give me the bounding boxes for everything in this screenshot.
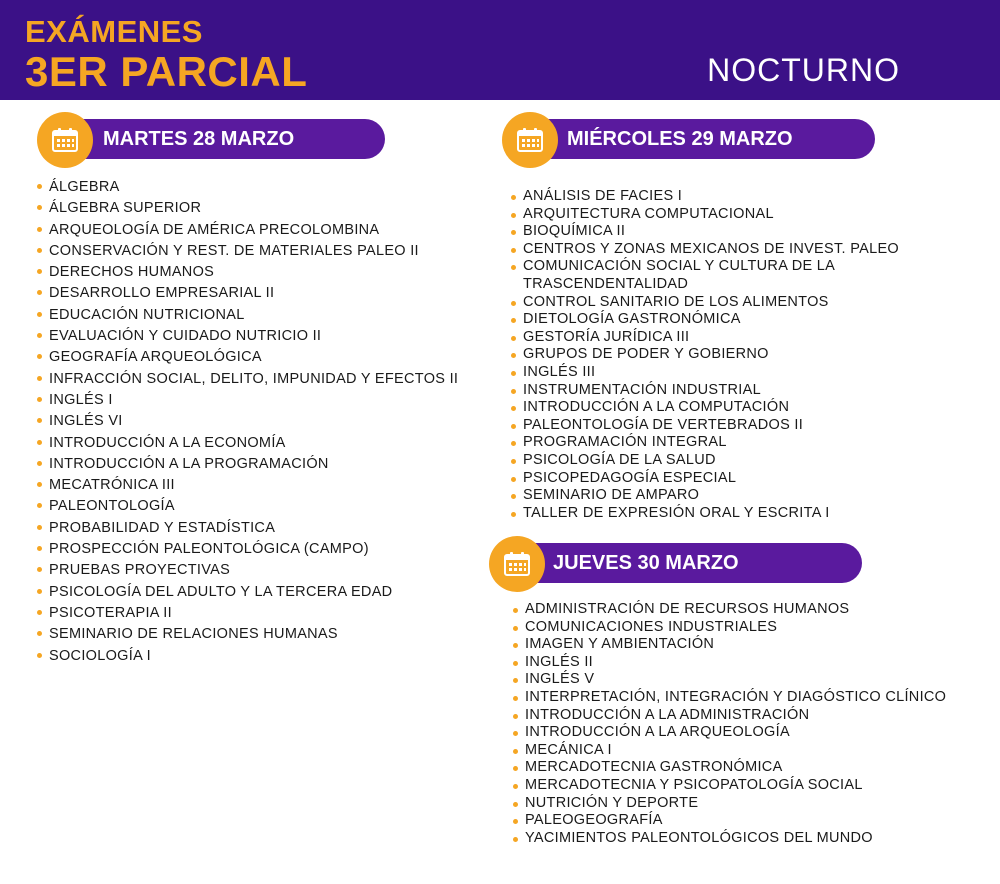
list-item: NUTRICIÓN Y DEPORTE bbox=[513, 795, 946, 813]
list-item: PROGRAMACIÓN INTEGRAL bbox=[511, 434, 903, 452]
list-item: INTRODUCCIÓN A LA COMPUTACIÓN bbox=[511, 399, 903, 417]
list-item: PSICOLOGÍA DE LA SALUD bbox=[511, 452, 903, 470]
list-item: PROSPECCIÓN PALEONTOLÓGICA (CAMPO) bbox=[37, 539, 458, 560]
list-item: MERCADOTECNIA Y PSICOPATOLOGÍA SOCIAL bbox=[513, 777, 946, 795]
list-item: PALEONTOLOGÍA bbox=[37, 496, 458, 517]
list-item: PSICOPEDAGOGÍA ESPECIAL bbox=[511, 470, 903, 488]
list-item: BIOQUÍMICA II bbox=[511, 223, 903, 241]
list-item: PALEOGEOGRAFÍA bbox=[513, 812, 946, 830]
list-item: GRUPOS DE PODER Y GOBIERNO bbox=[511, 346, 903, 364]
list-item: CONTROL SANITARIO DE LOS ALIMENTOS bbox=[511, 294, 903, 312]
list-item: ÁLGEBRA bbox=[37, 177, 458, 198]
list-item: CENTROS Y ZONAS MEXICANOS DE INVEST. PALEO bbox=[511, 241, 903, 259]
list-item: SEMINARIO DE AMPARO bbox=[511, 487, 903, 505]
calendar-icon bbox=[489, 536, 545, 592]
list-item: INFRACCIÓN SOCIAL, DELITO, IMPUNIDAD Y EFECTOS II bbox=[37, 369, 458, 390]
list-item: CONSERVACIÓN Y REST. DE MATERIALES PALEO II bbox=[37, 241, 458, 262]
list-item: ANÁLISIS DE FACIES I bbox=[511, 188, 903, 206]
header-banner bbox=[0, 0, 1000, 100]
list-item: DERECHOS HUMANOS bbox=[37, 262, 458, 283]
list-item: GEOGRAFÍA ARQUEOLÓGICA bbox=[37, 347, 458, 368]
list-item: INGLÉS VI bbox=[37, 411, 458, 432]
list-item: COMUNICACIÓN SOCIAL Y CULTURA DE LA TRASCENDENTALIDAD bbox=[511, 258, 903, 293]
list-item: IMAGEN Y AMBIENTACIÓN bbox=[513, 636, 946, 654]
calendar-icon bbox=[502, 112, 558, 168]
list-item: PSICOLOGÍA DEL ADULTO Y LA TERCERA EDAD bbox=[37, 582, 458, 603]
day-header-tuesday: MARTES 28 MARZO bbox=[70, 119, 385, 159]
list-item: INTRODUCCIÓN A LA ADMINISTRACIÓN bbox=[513, 707, 946, 725]
list-item: INTRODUCCIÓN A LA ECONOMÍA bbox=[37, 433, 458, 454]
list-item: PSICOTERAPIA II bbox=[37, 603, 458, 624]
list-item: TALLER DE EXPRESIÓN ORAL Y ESCRITA I bbox=[511, 505, 903, 523]
day-header-thursday: JUEVES 30 MARZO bbox=[522, 543, 862, 583]
list-item: INTERPRETACIÓN, INTEGRACIÓN Y DIAGÓSTICO CLÍNICO bbox=[513, 689, 946, 707]
list-item: ARQUITECTURA COMPUTACIONAL bbox=[511, 206, 903, 224]
subject-list-tuesday bbox=[37, 177, 458, 667]
list-item: EDUCACIÓN NUTRICIONAL bbox=[37, 305, 458, 326]
calendar-icon bbox=[37, 112, 93, 168]
list-item: SEMINARIO DE RELACIONES HUMANAS bbox=[37, 624, 458, 645]
subject-list-thursday bbox=[513, 601, 946, 847]
list-item: MECÁNICA I bbox=[513, 742, 946, 760]
list-item: GESTORÍA JURÍDICA III bbox=[511, 329, 903, 347]
list-item: ARQUEOLOGÍA DE AMÉRICA PRECOLOMBINA bbox=[37, 220, 458, 241]
list-item: INTRODUCCIÓN A LA PROGRAMACIÓN bbox=[37, 454, 458, 475]
list-item: INGLÉS I bbox=[37, 390, 458, 411]
day-header-wednesday: MIÉRCOLES 29 MARZO bbox=[535, 119, 875, 159]
shift-label: NOCTURNO bbox=[707, 52, 900, 88]
list-item: ADMINISTRACIÓN DE RECURSOS HUMANOS bbox=[513, 601, 946, 619]
list-item: ÁLGEBRA SUPERIOR bbox=[37, 198, 458, 219]
list-item: MERCADOTECNIA GASTRONÓMICA bbox=[513, 759, 946, 777]
list-item: INGLÉS V bbox=[513, 671, 946, 689]
list-item: YACIMIENTOS PALEONTOLÓGICOS DEL MUNDO bbox=[513, 830, 946, 848]
list-item: DESARROLLO EMPRESARIAL II bbox=[37, 283, 458, 304]
list-item: INGLÉS III bbox=[511, 364, 903, 382]
title-line-2: 3ER PARCIAL bbox=[25, 48, 308, 95]
list-item: INSTRUMENTACIÓN INDUSTRIAL bbox=[511, 382, 903, 400]
list-item: DIETOLOGÍA GASTRONÓMICA bbox=[511, 311, 903, 329]
list-item: PROBABILIDAD Y ESTADÍSTICA bbox=[37, 518, 458, 539]
list-item: COMUNICACIONES INDUSTRIALES bbox=[513, 619, 946, 637]
title-line-1: EXÁMENES bbox=[25, 14, 203, 49]
list-item: MECATRÓNICA III bbox=[37, 475, 458, 496]
list-item: SOCIOLOGÍA I bbox=[37, 646, 458, 667]
list-item: PALEONTOLOGÍA DE VERTEBRADOS II bbox=[511, 417, 903, 435]
list-item: EVALUACIÓN Y CUIDADO NUTRICIO II bbox=[37, 326, 458, 347]
subject-list-wednesday bbox=[511, 188, 903, 522]
list-item: PRUEBAS PROYECTIVAS bbox=[37, 560, 458, 581]
list-item: INTRODUCCIÓN A LA ARQUEOLOGÍA bbox=[513, 724, 946, 742]
list-item: INGLÉS II bbox=[513, 654, 946, 672]
